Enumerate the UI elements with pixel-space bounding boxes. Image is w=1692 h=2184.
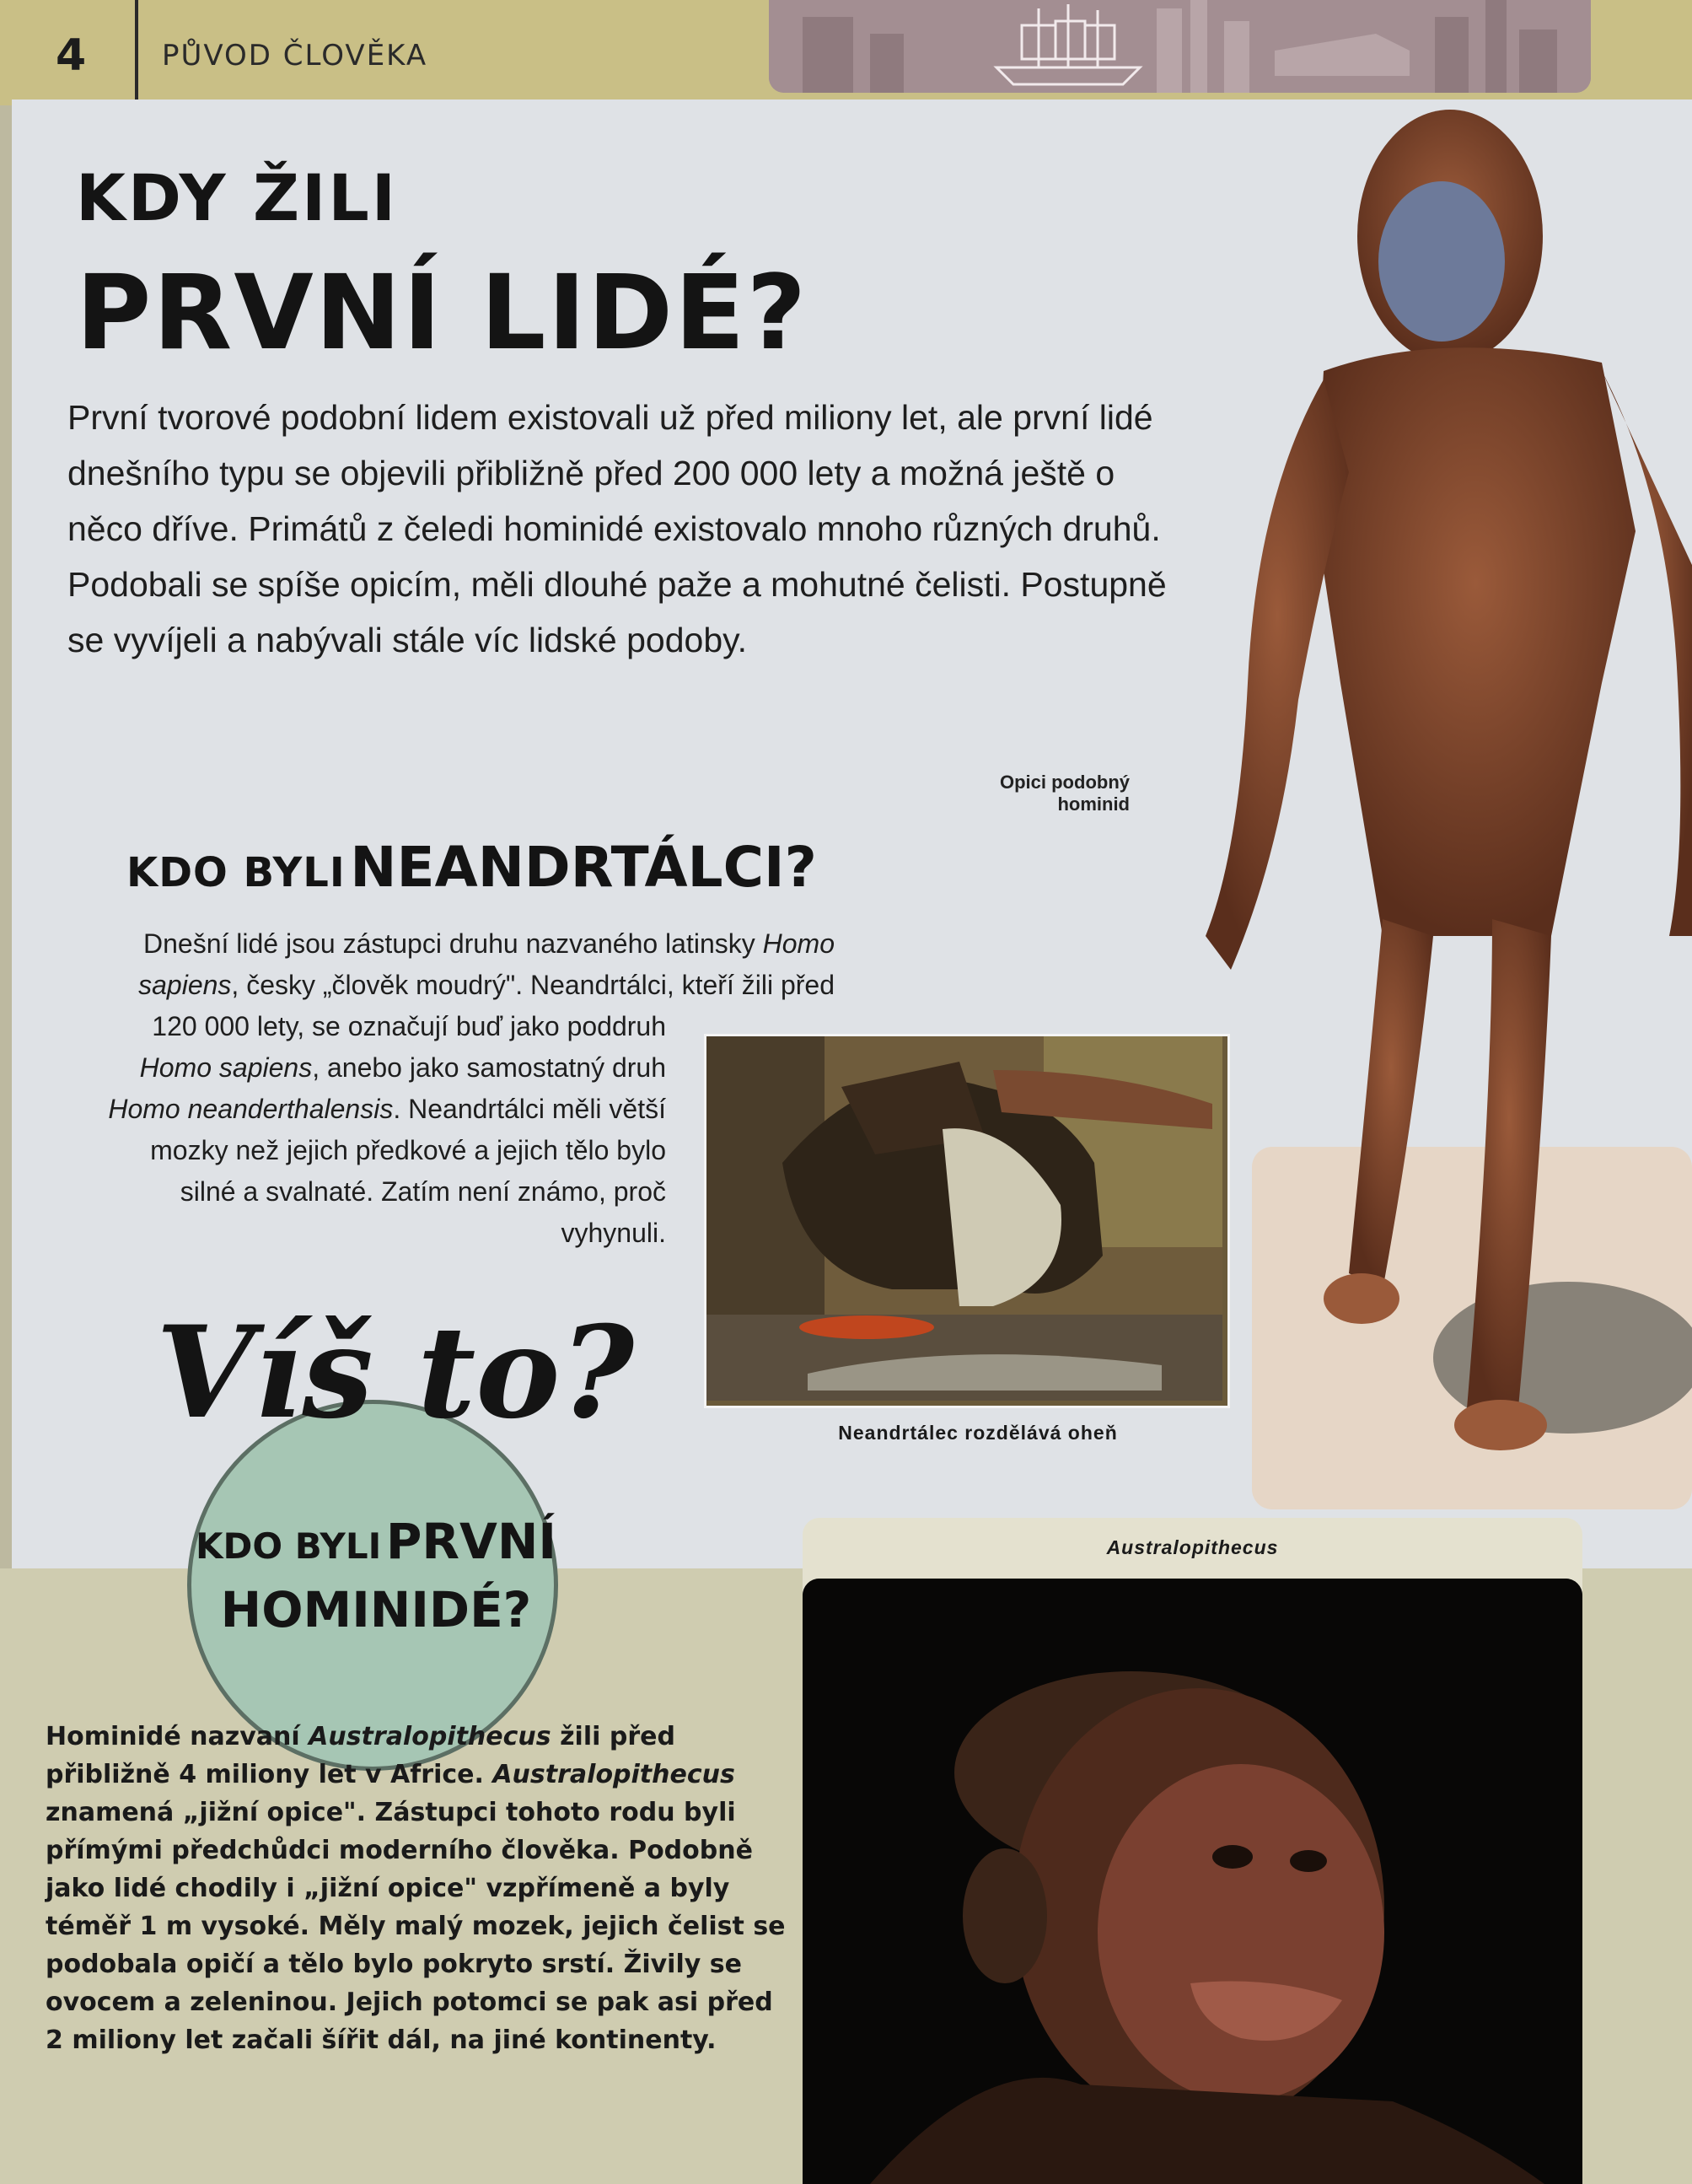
- aus-text-italic: Australopithecus: [492, 1760, 735, 1789]
- neanderthal-line: [76, 965, 835, 1006]
- neanderthal-text: . Neandrtálci měli větší: [393, 1094, 666, 1124]
- neanderthal-text: silné a svalnaté. Zatím není známo, proč vyhynuli.: [180, 1176, 666, 1248]
- first-hominids-heading: [157, 1514, 595, 1638]
- neanderthal-text: Dnešní lidé jsou zástupci druhu nazvaného latinsky: [142, 928, 763, 959]
- neanderthal-text-italic: sapiens: [138, 970, 232, 1000]
- neanderthal-line: [76, 923, 835, 965]
- first-hominids-heading-row2: HOMINIDÉ?: [220, 1581, 532, 1638]
- header-illustration: [769, 0, 1591, 93]
- neanderthal-heading-big: NEANDRTÁLCI?: [350, 835, 817, 900]
- caption-hominid: Opici podobný hominid: [1000, 772, 1130, 815]
- aus-text: znamená „jižní opice". Zástupci tohoto rodu byli přímými předchůdci moderního člověka. Podobně jako lidé chodily i „jižní opice" vzpřímeně a byly téměř 1 m vysoké. Měly malý mozek, jejich čelist se podobala opičí a tělo bylo pokryto srstí. Živily se ovocem a zeleninou. Jejich potomci se pak asi před 2 miliony let začali šířit dál, na jiné kontinenty.: [46, 1798, 786, 2055]
- neanderthal-text: , česky „člověk moudrý". Neandrtálci, kteří žili před: [231, 970, 835, 1000]
- neanderthal-text-italic: Homo neanderthalensis: [108, 1094, 394, 1124]
- header-divider: [135, 0, 138, 105]
- neanderthal-text: 120 000 lety, se označují buď jako poddruh: [152, 1011, 666, 1041]
- first-hominids-heading-big: PRVNÍ: [385, 1513, 557, 1570]
- chapter-title: PŮVOD ČLOVĚKA: [162, 39, 428, 73]
- page-title-line1: KDY ŽILI: [76, 160, 399, 235]
- aus-text: žili před přibližně 4 miliony let v Africe.: [46, 1722, 675, 1789]
- page-number: 4: [56, 30, 87, 81]
- first-hominids-heading-row1: [157, 1514, 595, 1582]
- neanderthal-text-italic: Homo: [762, 928, 835, 959]
- aus-text-italic: Australopithecus: [309, 1722, 551, 1751]
- australopithecus-label: Australopithecus: [1106, 1536, 1279, 1558]
- neanderthal-heading: [126, 835, 817, 900]
- aus-text: Hominidé nazvaní: [46, 1722, 309, 1751]
- did-you-know-title: Víš to?: [156, 1299, 635, 1447]
- first-hominids-heading-small: KDO BYLI: [195, 1525, 382, 1567]
- caption-neanderthal: Neandrtálec rozdělává oheň: [838, 1422, 1118, 1444]
- neanderthal-text: , anebo jako samostatný druh: [312, 1052, 666, 1083]
- neanderthal-heading-small: KDO BYLI: [126, 849, 346, 896]
- intro-paragraph: První tvorové podobní lidem existovali už před miliony let, ale první lidé dnešního typu se objevili přibližně před 200 000 lety a možná ještě o něco dříve. Primátů z čeledi hominidé existovalo mnoho různých druhů. Podobali se spíše opicím, měli dlouhé paže a mohutné čelisti. Postupně se vyvíjeli a nabývali stále víc lidské podoby.: [67, 398, 1167, 659]
- neanderthal-text: mozky než jejich předkové a jejich tělo bylo: [150, 1135, 666, 1165]
- australopithecus-image: [803, 1579, 1582, 2184]
- neanderthal-text-italic: Homo sapiens: [139, 1052, 313, 1083]
- page-title-line2: PRVNÍ LIDÉ?: [76, 253, 808, 373]
- neanderthal-fire-image: [704, 1034, 1230, 1408]
- australopithecus-paragraph: [46, 1718, 787, 2059]
